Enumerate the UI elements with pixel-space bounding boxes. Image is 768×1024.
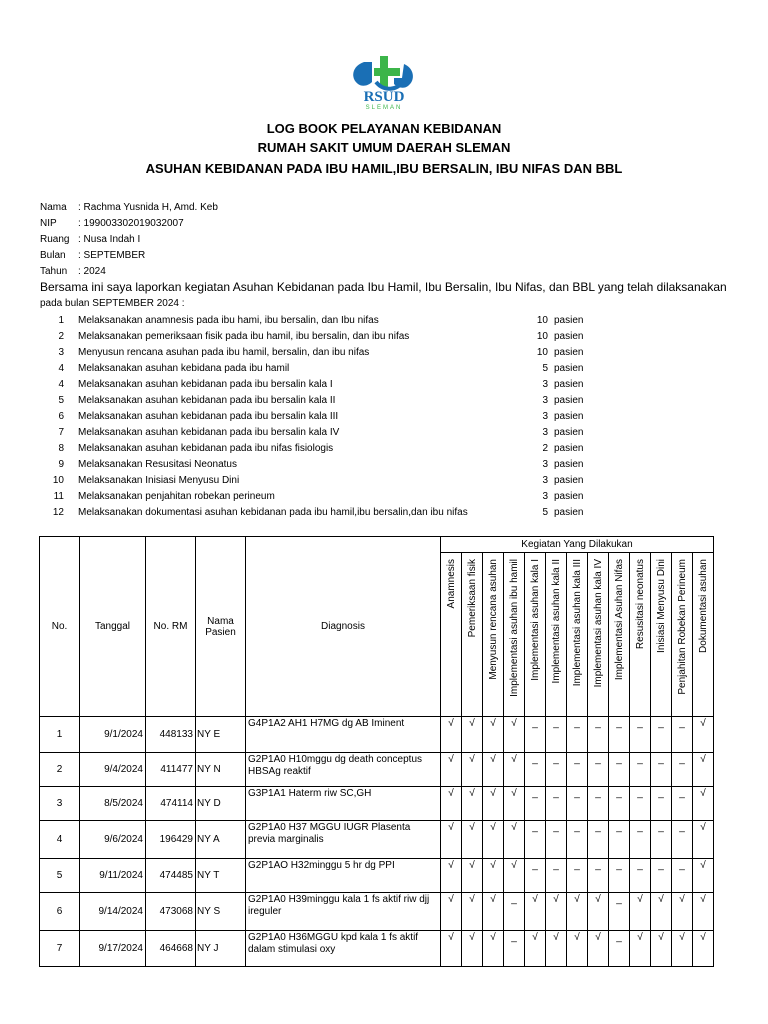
cell-rm: 474114 bbox=[146, 787, 196, 821]
cell-nama: NY N bbox=[196, 753, 246, 787]
activity-unit: pasien bbox=[554, 379, 584, 390]
activity-text: Melaksanakan Inisiasi Menyusu Dini bbox=[78, 475, 240, 486]
header-activity bbox=[462, 553, 483, 717]
cell-mark: √ bbox=[693, 893, 714, 931]
header-activity-label: Implementasi asuhan kala II bbox=[550, 559, 562, 684]
cell-mark: _ bbox=[588, 821, 609, 859]
intro-text-2: pada bulan SEPTEMBER 2024 : bbox=[40, 298, 185, 309]
header-activity bbox=[630, 553, 651, 717]
activity-list bbox=[40, 313, 583, 521]
cell-mark: √ bbox=[504, 821, 525, 859]
cell-mark: √ bbox=[504, 717, 525, 753]
activity-count: 3 bbox=[542, 395, 548, 406]
table-row bbox=[40, 859, 714, 893]
activity-no: 4 bbox=[58, 379, 64, 390]
header-tanggal: Tanggal bbox=[80, 537, 146, 717]
table-row bbox=[40, 893, 714, 931]
header-activity-label: Implementasi asuhan kala I bbox=[529, 559, 541, 681]
activity-count: 2 bbox=[542, 443, 548, 454]
activity-item bbox=[40, 345, 583, 361]
activity-unit: pasien bbox=[554, 315, 584, 326]
activity-unit: pasien bbox=[554, 331, 584, 342]
activity-no: 1 bbox=[58, 315, 64, 326]
cell-diagnosis: G3P1A1 Haterm riw SC,GH bbox=[246, 787, 441, 821]
cell-tanggal: 9/6/2024 bbox=[80, 821, 146, 859]
cell-mark: _ bbox=[567, 787, 588, 821]
activity-no: 11 bbox=[53, 491, 64, 502]
cell-no: 4 bbox=[40, 821, 80, 859]
cell-tanggal: 9/11/2024 bbox=[80, 859, 146, 893]
cell-mark: _ bbox=[672, 753, 693, 787]
cell-mark: √ bbox=[588, 931, 609, 967]
cell-mark: √ bbox=[672, 931, 693, 967]
activity-item bbox=[40, 361, 583, 377]
activity-count: 3 bbox=[542, 491, 548, 502]
cell-mark: √ bbox=[651, 893, 672, 931]
cell-mark: √ bbox=[483, 893, 504, 931]
cell-nama: NY T bbox=[196, 859, 246, 893]
activity-unit: pasien bbox=[554, 459, 584, 470]
activity-no: 12 bbox=[52, 507, 64, 518]
intro-text: Bersama ini saya laporkan kegiatan Asuhan Kebidanan pada Ibu Hamil, Ibu Bersalin, Ibu Nifas, dan BBL yang telah dilaksanakan bbox=[40, 280, 727, 294]
cell-mark: √ bbox=[483, 753, 504, 787]
header-kegiatan: Kegiatan Yang Dilakukan bbox=[441, 537, 714, 553]
cell-mark: √ bbox=[504, 859, 525, 893]
activity-unit: pasien bbox=[554, 475, 584, 486]
cell-mark: _ bbox=[651, 787, 672, 821]
activity-unit: pasien bbox=[554, 363, 584, 374]
table-row bbox=[40, 753, 714, 787]
cell-mark: √ bbox=[462, 859, 483, 893]
identity-block bbox=[40, 200, 218, 280]
cell-mark: _ bbox=[609, 787, 630, 821]
cell-mark: √ bbox=[525, 893, 546, 931]
activity-unit: pasien bbox=[554, 427, 584, 438]
cell-mark: _ bbox=[672, 821, 693, 859]
cell-mark: √ bbox=[567, 893, 588, 931]
activity-unit: pasien bbox=[554, 411, 584, 422]
activity-text: Melaksanakan anamnesis pada ibu hami, ibu bersalin, dan Ibu nifas bbox=[78, 315, 379, 326]
activity-count: 3 bbox=[542, 379, 548, 390]
cell-mark: √ bbox=[630, 931, 651, 967]
activity-no: 4 bbox=[58, 363, 64, 374]
header-activity bbox=[441, 553, 462, 717]
cell-mark: √ bbox=[483, 821, 504, 859]
activity-count: 3 bbox=[542, 459, 548, 470]
activity-unit: pasien bbox=[554, 347, 584, 358]
cell-rm: 411477 bbox=[146, 753, 196, 787]
cell-mark: √ bbox=[441, 717, 462, 753]
cell-no: 3 bbox=[40, 787, 80, 821]
cell-mark: _ bbox=[504, 931, 525, 967]
cell-rm: 474485 bbox=[146, 859, 196, 893]
cell-mark: _ bbox=[588, 753, 609, 787]
cell-mark: √ bbox=[567, 931, 588, 967]
cell-mark: _ bbox=[588, 787, 609, 821]
activity-item bbox=[40, 457, 583, 473]
cell-mark: _ bbox=[609, 893, 630, 931]
activity-unit: pasien bbox=[554, 395, 584, 406]
cell-tanggal: 9/1/2024 bbox=[80, 717, 146, 753]
activity-text: Melaksanakan asuhan kebidanan pada ibu bersalin kala I bbox=[78, 379, 333, 390]
activity-item bbox=[40, 409, 583, 425]
cell-mark: _ bbox=[525, 859, 546, 893]
cell-diagnosis: G2P1AO H32minggu 5 hr dg PPI bbox=[246, 859, 441, 893]
cell-no: 6 bbox=[40, 893, 80, 931]
activity-item bbox=[40, 329, 583, 345]
cell-mark: _ bbox=[672, 787, 693, 821]
cell-nama: NY E bbox=[196, 717, 246, 753]
activity-item bbox=[40, 441, 583, 457]
activity-item bbox=[40, 425, 583, 441]
cell-mark: √ bbox=[504, 753, 525, 787]
cell-mark: √ bbox=[693, 787, 714, 821]
cell-mark: _ bbox=[525, 753, 546, 787]
activity-text: Melaksanakan asuhan kebidanan pada ibu nifas fisiologis bbox=[78, 443, 334, 454]
cell-mark: _ bbox=[546, 859, 567, 893]
cell-diagnosis: G2P1A0 H36MGGU kpd kala 1 fs aktif dalam stimulasi oxy bbox=[246, 931, 441, 967]
activity-text: Melaksanakan Resusitasi Neonatus bbox=[78, 459, 237, 470]
cell-mark: √ bbox=[441, 821, 462, 859]
header-activity-label: Pemeriksaan fisik bbox=[466, 559, 478, 638]
header-diagnosis: Diagnosis bbox=[246, 537, 441, 717]
cell-mark: √ bbox=[462, 821, 483, 859]
info-nama: Nama : Rachma Yusnida H, Amd. Keb bbox=[40, 202, 218, 213]
cell-mark: √ bbox=[462, 753, 483, 787]
activity-count: 10 bbox=[536, 331, 548, 342]
cell-tanggal: 9/14/2024 bbox=[80, 893, 146, 931]
activity-no: 3 bbox=[58, 347, 64, 358]
cell-mark: √ bbox=[693, 821, 714, 859]
cell-mark: √ bbox=[483, 717, 504, 753]
cell-tanggal: 8/5/2024 bbox=[80, 787, 146, 821]
activity-no: 2 bbox=[58, 331, 64, 342]
info-nip: NIP : 199003302019032007 bbox=[40, 218, 184, 229]
activity-item bbox=[40, 313, 583, 329]
header-activity-label: Implementasi asuhan kala IV bbox=[592, 559, 604, 688]
title-line-3: ASUHAN KEBIDANAN PADA IBU HAMIL,IBU BERSALIN, IBU NIFAS DAN BBL bbox=[145, 161, 623, 176]
cell-mark: _ bbox=[588, 859, 609, 893]
activity-item bbox=[40, 473, 583, 489]
cell-mark: _ bbox=[672, 717, 693, 753]
cell-mark: _ bbox=[609, 931, 630, 967]
activity-table bbox=[39, 536, 714, 967]
cell-mark: _ bbox=[630, 859, 651, 893]
cell-mark: _ bbox=[567, 821, 588, 859]
cell-mark: √ bbox=[504, 787, 525, 821]
activity-text: Melaksanakan asuhan kebidanan pada ibu bersalin kala III bbox=[78, 411, 339, 422]
activity-no: 10 bbox=[52, 475, 64, 486]
cell-mark: √ bbox=[693, 931, 714, 967]
activity-count: 3 bbox=[542, 475, 548, 486]
activity-text: Menyusun rencana asuhan pada ibu hamil, bersalin, dan ibu nifas bbox=[78, 347, 370, 358]
header-nama: Nama Pasien bbox=[196, 537, 246, 717]
activity-count: 5 bbox=[542, 363, 548, 374]
info-tahun: Tahun : 2024 bbox=[40, 266, 106, 277]
activity-no: 8 bbox=[58, 443, 64, 454]
cell-mark: _ bbox=[525, 717, 546, 753]
cell-mark: _ bbox=[609, 859, 630, 893]
header-activity bbox=[672, 553, 693, 717]
table-row bbox=[40, 931, 714, 967]
header-activity-label: Menyusun rencana asuhan bbox=[487, 559, 499, 680]
header-activity bbox=[567, 553, 588, 717]
cell-mark: √ bbox=[462, 787, 483, 821]
cell-mark: _ bbox=[651, 753, 672, 787]
header-activity bbox=[693, 553, 714, 717]
cell-diagnosis: G2P1A0 H39minggu kala 1 fs aktif riw djj ireguler bbox=[246, 893, 441, 931]
table-row bbox=[40, 787, 714, 821]
cell-mark: √ bbox=[483, 931, 504, 967]
activity-text: Melaksanakan penjahitan robekan perineum bbox=[78, 491, 275, 502]
header-no: No. bbox=[40, 537, 80, 717]
header-activity bbox=[609, 553, 630, 717]
cell-mark: √ bbox=[441, 753, 462, 787]
header-activity-label: Resusitasi neonatus bbox=[634, 559, 646, 650]
table-row bbox=[40, 821, 714, 859]
cell-mark: _ bbox=[567, 753, 588, 787]
activity-text: Melaksanakan asuhan kebidanan pada ibu bersalin kala IV bbox=[78, 427, 340, 438]
cell-mark: √ bbox=[441, 859, 462, 893]
activity-count: 10 bbox=[536, 315, 548, 326]
cell-mark: √ bbox=[651, 931, 672, 967]
header-activity bbox=[483, 553, 504, 717]
title-line-2: RUMAH SAKIT UMUM DAERAH SLEMAN bbox=[257, 140, 511, 155]
activity-item bbox=[40, 377, 583, 393]
activity-count: 3 bbox=[542, 411, 548, 422]
cell-diagnosis: G4P1A2 AH1 H7MG dg AB Iminent bbox=[246, 717, 441, 753]
cell-rm: 464668 bbox=[146, 931, 196, 967]
activity-text: Melaksanakan pemeriksaan fisik pada ibu hamil, ibu bersalin, dan ibu nifas bbox=[78, 331, 410, 342]
activity-count: 10 bbox=[536, 347, 548, 358]
activity-unit: pasien bbox=[554, 507, 584, 518]
cell-mark: √ bbox=[525, 931, 546, 967]
cell-nama: NY A bbox=[196, 821, 246, 859]
activity-text: Melaksanakan dokumentasi asuhan kebidanan pada ibu hamil,ibu bersalin,dan ibu nifas bbox=[78, 507, 468, 518]
header-activity bbox=[525, 553, 546, 717]
cell-mark: √ bbox=[483, 859, 504, 893]
header-activity-label: Anamnesis bbox=[445, 559, 457, 609]
activity-no: 5 bbox=[58, 395, 64, 406]
cell-mark: _ bbox=[567, 717, 588, 753]
cell-mark: _ bbox=[651, 821, 672, 859]
cell-mark: _ bbox=[567, 859, 588, 893]
cell-rm: 473068 bbox=[146, 893, 196, 931]
header-activity-label: Penjahitan Robekan Perineum bbox=[676, 559, 688, 695]
activity-item bbox=[40, 393, 583, 409]
cell-mark: _ bbox=[651, 859, 672, 893]
activity-no: 6 bbox=[58, 411, 64, 422]
cell-mark: √ bbox=[483, 787, 504, 821]
cell-mark: √ bbox=[462, 717, 483, 753]
header-activity-label: Implementasi asuhan kala III bbox=[571, 559, 583, 687]
cell-mark: √ bbox=[546, 931, 567, 967]
activity-count: 5 bbox=[542, 507, 548, 518]
cell-mark: √ bbox=[693, 717, 714, 753]
cell-no: 1 bbox=[40, 717, 80, 753]
table-row bbox=[40, 717, 714, 753]
cell-mark: _ bbox=[630, 717, 651, 753]
cell-mark: √ bbox=[546, 893, 567, 931]
cell-mark: √ bbox=[441, 931, 462, 967]
header-activity bbox=[504, 553, 525, 717]
activity-no: 7 bbox=[58, 427, 64, 438]
info-ruang: Ruang : Nusa Indah I bbox=[40, 234, 141, 245]
cell-mark: _ bbox=[546, 821, 567, 859]
cell-mark: √ bbox=[588, 893, 609, 931]
cell-mark: _ bbox=[546, 787, 567, 821]
cell-mark: √ bbox=[693, 859, 714, 893]
cell-no: 7 bbox=[40, 931, 80, 967]
logo-subtext: SLEMAN bbox=[365, 105, 403, 111]
cell-mark: _ bbox=[525, 787, 546, 821]
cell-mark: √ bbox=[672, 893, 693, 931]
cell-no: 2 bbox=[40, 753, 80, 787]
activity-text: Melaksanakan asuhan kebidanan pada ibu bersalin kala II bbox=[78, 395, 336, 406]
cell-nama: NY J bbox=[196, 931, 246, 967]
rsud-logo bbox=[344, 52, 424, 116]
cell-nama: NY D bbox=[196, 787, 246, 821]
activity-unit: pasien bbox=[554, 443, 584, 454]
header-activity bbox=[651, 553, 672, 717]
cell-mark: _ bbox=[546, 753, 567, 787]
cell-mark: √ bbox=[441, 787, 462, 821]
cell-mark: _ bbox=[651, 717, 672, 753]
cell-mark: _ bbox=[609, 821, 630, 859]
activity-count: 3 bbox=[542, 427, 548, 438]
header-activity-label: Inisiasi Menyusu Dini bbox=[655, 559, 667, 653]
header-activity-label: Implementasi Asuhan Nifas bbox=[613, 559, 625, 681]
activity-text: Melaksanakan asuhan kebidana pada ibu hamil bbox=[78, 363, 290, 374]
cell-diagnosis: G2P1A0 H10mggu dg death conceptus HBSAg reaktif bbox=[246, 753, 441, 787]
header-activity bbox=[588, 553, 609, 717]
cell-no: 5 bbox=[40, 859, 80, 893]
cell-rm: 448133 bbox=[146, 717, 196, 753]
cell-mark: _ bbox=[609, 753, 630, 787]
title-line-1: LOG BOOK PELAYANAN KEBIDANAN bbox=[266, 121, 502, 136]
cell-mark: _ bbox=[525, 821, 546, 859]
cell-mark: √ bbox=[462, 931, 483, 967]
activity-no: 9 bbox=[58, 459, 64, 470]
cell-mark: _ bbox=[588, 717, 609, 753]
cell-mark: _ bbox=[630, 753, 651, 787]
cell-mark: _ bbox=[630, 821, 651, 859]
activity-item bbox=[40, 489, 583, 505]
cell-mark: _ bbox=[630, 787, 651, 821]
cell-mark: _ bbox=[672, 859, 693, 893]
cell-mark: √ bbox=[441, 893, 462, 931]
cell-mark: _ bbox=[504, 893, 525, 931]
cell-rm: 196429 bbox=[146, 821, 196, 859]
cell-mark: √ bbox=[630, 893, 651, 931]
header-activity bbox=[546, 553, 567, 717]
cell-tanggal: 9/4/2024 bbox=[80, 753, 146, 787]
header-rm: No. RM bbox=[146, 537, 196, 717]
cell-mark: √ bbox=[693, 753, 714, 787]
activity-item bbox=[40, 505, 583, 521]
header-activity-label: Implementasi asuhan ibu hamil bbox=[508, 559, 520, 697]
cell-mark: _ bbox=[609, 717, 630, 753]
cell-tanggal: 9/17/2024 bbox=[80, 931, 146, 967]
activity-unit: pasien bbox=[554, 491, 584, 502]
info-bulan: Bulan : SEPTEMBER bbox=[40, 250, 146, 261]
cell-nama: NY S bbox=[196, 893, 246, 931]
header-activity-label: Dokumentasi asuhan bbox=[697, 559, 709, 653]
cell-mark: √ bbox=[462, 893, 483, 931]
logo-text: RSUD bbox=[363, 89, 405, 105]
cell-diagnosis: G2P1A0 H37 MGGU IUGR Plasenta previa marginalis bbox=[246, 821, 441, 859]
cell-mark: _ bbox=[546, 717, 567, 753]
